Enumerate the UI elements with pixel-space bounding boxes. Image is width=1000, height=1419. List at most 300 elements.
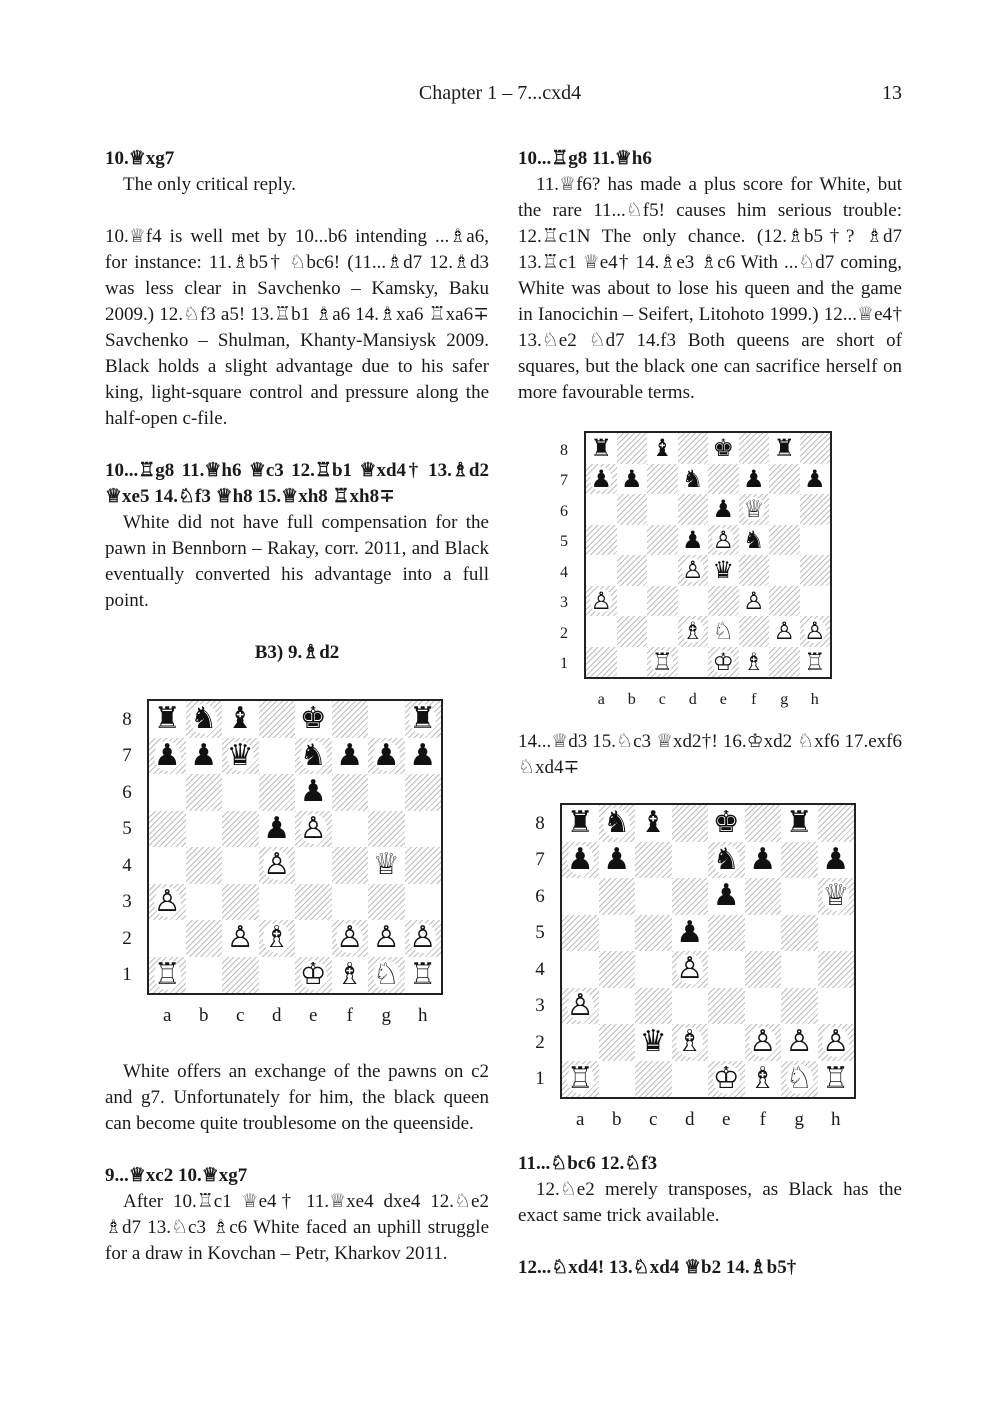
square-b7 (617, 464, 648, 495)
rank-label: 4 (535, 958, 545, 980)
chess-piece: ♚ (712, 805, 740, 841)
chess-diagram-2 (518, 419, 902, 729)
square-b6 (599, 878, 636, 915)
move-heading: 10.♕xg7 (105, 148, 175, 169)
square-h6 (405, 774, 442, 811)
square-c8 (222, 701, 259, 738)
chess-piece: ♖ (566, 1060, 594, 1096)
square-f7 (332, 738, 369, 775)
square-h4 (800, 555, 831, 586)
section-subheading: B3) 9.♗d2 (254, 642, 340, 663)
square-d2 (678, 616, 709, 647)
square-a1 (149, 957, 186, 994)
chess-piece: ♜ (566, 805, 594, 841)
right-column (518, 146, 902, 1281)
square-g8 (368, 701, 405, 738)
chess-piece: ♖ (409, 956, 437, 992)
square-a8 (586, 433, 617, 464)
square-c7 (222, 738, 259, 775)
chess-piece: ♚ (299, 701, 327, 737)
chess-piece: ♔ (299, 956, 327, 992)
rank-label: 2 (560, 624, 568, 642)
square-h4 (818, 951, 855, 988)
chess-piece: ♟ (190, 737, 218, 773)
move-heading: 9...♕xc2 10.♕xg7 (105, 1165, 248, 1186)
chess-piece: ♟ (712, 878, 740, 914)
square-b3 (617, 586, 648, 617)
square-h1 (800, 647, 831, 678)
square-f7 (745, 842, 782, 879)
square-f8 (745, 805, 782, 842)
square-b1 (599, 1061, 636, 1098)
square-e2 (708, 616, 739, 647)
chess-piece: ♙ (299, 810, 327, 846)
square-d6 (678, 494, 709, 525)
square-f8 (739, 433, 770, 464)
square-a6 (149, 774, 186, 811)
square-c2 (222, 920, 259, 957)
square-b5 (599, 915, 636, 952)
square-f6 (739, 494, 770, 525)
square-d8 (678, 433, 709, 464)
square-e4 (295, 847, 332, 884)
square-f1 (739, 647, 770, 678)
chess-piece: ♝ (639, 805, 667, 841)
paragraph: 14...♕d3 15.♘c3 ♕xd2†! 16.♔xd2 ♘xf6 17.exf6 ♘xd4∓ (518, 731, 902, 778)
square-g3 (781, 988, 818, 1025)
chess-piece: ♞ (712, 841, 740, 877)
square-g8 (769, 433, 800, 464)
chess-piece: ♙ (153, 883, 181, 919)
square-f5 (739, 525, 770, 556)
square-d8 (259, 701, 296, 738)
square-d3 (259, 884, 296, 921)
file-label: d (685, 1109, 695, 1130)
square-d1 (259, 957, 296, 994)
square-b4 (599, 951, 636, 988)
chess-piece: ♖ (651, 647, 673, 676)
rank-label: 1 (560, 655, 568, 673)
rank-label: 6 (122, 781, 132, 803)
square-g1 (769, 647, 800, 678)
chess-piece: ♟ (590, 464, 612, 493)
square-b1 (186, 957, 223, 994)
square-b8 (186, 701, 223, 738)
file-label: a (576, 1109, 585, 1130)
chess-piece: ♙ (336, 920, 364, 956)
chess-piece: ♕ (742, 495, 765, 524)
square-d6 (672, 878, 709, 915)
chess-board (584, 431, 832, 679)
square-f4 (332, 847, 369, 884)
square-e1 (708, 647, 739, 678)
paragraph: White did not have full compensation for the pawn in Bennborn – Rakay, corr. 2011, and Black eventually converted his advantage into a full point. (105, 512, 489, 611)
chess-piece: ♟ (742, 464, 765, 493)
square-e2 (708, 1024, 745, 1061)
square-a4 (562, 951, 599, 988)
square-c4 (635, 951, 672, 988)
rank-label: 7 (122, 745, 132, 767)
chess-piece: ♝ (651, 434, 673, 463)
chess-piece: ♟ (803, 464, 826, 493)
paragraph: The only critical reply. (123, 174, 296, 195)
square-h7 (405, 738, 442, 775)
square-e6 (708, 494, 739, 525)
square-a7 (149, 738, 186, 775)
square-e5 (708, 525, 739, 556)
file-label: e (719, 691, 727, 708)
square-a2 (586, 616, 617, 647)
chess-piece: ♖ (803, 647, 826, 676)
chess-piece: ♛ (712, 556, 734, 585)
square-g2 (769, 616, 800, 647)
square-h7 (818, 842, 855, 879)
chess-piece: ♛ (226, 737, 254, 773)
file-label: g (780, 691, 789, 708)
square-e1 (295, 957, 332, 994)
move-heading: 10...♖g8 11.♕h6 (518, 148, 652, 169)
square-g5 (368, 811, 405, 848)
chess-piece: ♗ (263, 920, 291, 956)
square-g7 (368, 738, 405, 775)
chess-piece: ♔ (712, 647, 734, 676)
square-e2 (295, 920, 332, 957)
file-label: a (597, 691, 605, 708)
rank-label: 3 (535, 995, 545, 1017)
file-label: g (794, 1109, 804, 1130)
rank-label: 5 (535, 922, 545, 944)
square-g6 (781, 878, 818, 915)
square-g2 (368, 920, 405, 957)
square-d7 (259, 738, 296, 775)
square-e8 (295, 701, 332, 738)
square-a3 (562, 988, 599, 1025)
chess-diagram-1 (105, 679, 489, 1059)
chess-piece: ♜ (153, 701, 181, 737)
square-f6 (332, 774, 369, 811)
square-b3 (599, 988, 636, 1025)
square-d2 (259, 920, 296, 957)
chess-piece: ♜ (590, 434, 612, 463)
square-d5 (678, 525, 709, 556)
chess-piece: ♟ (153, 737, 181, 773)
square-c2 (647, 616, 678, 647)
file-label: e (722, 1109, 731, 1130)
chess-piece: ♟ (822, 841, 850, 877)
rank-label: 6 (560, 502, 568, 520)
rank-label: 3 (122, 891, 132, 913)
chess-piece: ♘ (785, 1060, 813, 1096)
chess-piece: ♙ (590, 586, 612, 615)
square-f5 (332, 811, 369, 848)
chess-piece: ♙ (676, 951, 704, 987)
square-c4 (647, 555, 678, 586)
file-label: b (612, 1109, 622, 1130)
square-b2 (599, 1024, 636, 1061)
square-c8 (635, 805, 672, 842)
square-e8 (708, 805, 745, 842)
square-a1 (586, 647, 617, 678)
chess-piece: ♙ (803, 617, 826, 646)
chess-piece: ♙ (226, 920, 254, 956)
square-e3 (708, 988, 745, 1025)
rank-label: 3 (560, 594, 568, 612)
move-heading: 11...♘bc6 12.♘f3 (518, 1153, 658, 1174)
square-d4 (259, 847, 296, 884)
square-e4 (708, 555, 739, 586)
chess-piece: ♞ (603, 805, 631, 841)
square-g4 (368, 847, 405, 884)
chess-piece: ♞ (742, 525, 765, 554)
chess-piece: ♘ (372, 956, 400, 992)
file-label: a (163, 1005, 172, 1026)
square-a3 (149, 884, 186, 921)
rank-label: 6 (535, 885, 545, 907)
square-c1 (635, 1061, 672, 1098)
rank-label: 8 (535, 812, 545, 834)
square-b4 (617, 555, 648, 586)
file-label: f (759, 1109, 766, 1130)
square-g8 (781, 805, 818, 842)
chess-piece: ♛ (639, 1024, 667, 1060)
chess-piece: ♗ (676, 1024, 704, 1060)
square-g1 (368, 957, 405, 994)
square-g6 (769, 494, 800, 525)
square-c6 (635, 878, 672, 915)
chess-piece: ♟ (620, 464, 643, 493)
file-label: b (199, 1005, 209, 1026)
chess-piece: ♕ (372, 847, 400, 883)
square-a3 (586, 586, 617, 617)
chess-piece: ♘ (712, 617, 734, 646)
square-b2 (617, 616, 648, 647)
square-f1 (745, 1061, 782, 1098)
file-label: h (810, 691, 819, 708)
square-a4 (149, 847, 186, 884)
square-g3 (769, 586, 800, 617)
chess-piece: ♞ (681, 464, 704, 493)
square-c1 (222, 957, 259, 994)
chess-piece: ♙ (742, 586, 765, 615)
chess-piece: ♟ (603, 841, 631, 877)
file-label: e (309, 1005, 318, 1026)
square-b4 (186, 847, 223, 884)
chess-piece: ♟ (372, 737, 400, 773)
square-a5 (149, 811, 186, 848)
square-a6 (586, 494, 617, 525)
file-label: g (381, 1005, 391, 1026)
rank-label: 2 (535, 1031, 545, 1053)
chess-piece: ♕ (822, 878, 850, 914)
square-d3 (678, 586, 709, 617)
square-f4 (739, 555, 770, 586)
file-label: c (236, 1005, 245, 1026)
chess-piece: ♟ (749, 841, 777, 877)
paragraph: After 10.♖c1 ♕e4† 11.♕xe4 dxe4 12.♘e2 ♗d7 13.♘c3 ♗c6 White faced an uphill struggle for a draw in Kovchan – Petr, Kharkov 2011. (105, 1191, 489, 1264)
square-a8 (562, 805, 599, 842)
chess-piece: ♙ (822, 1024, 850, 1060)
square-b2 (186, 920, 223, 957)
chess-piece: ♟ (566, 841, 594, 877)
paragraph: White offers an exchange of the pawns on c2 and g7. Unfortunately for him, the black queen can become quite troublesome on the queenside. (105, 1061, 489, 1134)
chess-piece: ♟ (712, 495, 734, 524)
square-h3 (800, 586, 831, 617)
rank-label: 2 (122, 927, 132, 949)
square-e6 (708, 878, 745, 915)
file-label: f (751, 691, 757, 708)
square-h5 (800, 525, 831, 556)
square-d7 (678, 464, 709, 495)
chess-piece: ♗ (749, 1060, 777, 1096)
square-d6 (259, 774, 296, 811)
square-c8 (647, 433, 678, 464)
square-e3 (295, 884, 332, 921)
square-h1 (818, 1061, 855, 1098)
square-b8 (599, 805, 636, 842)
chess-piece: ♙ (773, 617, 795, 646)
square-b5 (617, 525, 648, 556)
square-b5 (186, 811, 223, 848)
file-label: b (627, 691, 636, 708)
square-a4 (586, 555, 617, 586)
square-f3 (332, 884, 369, 921)
chess-piece: ♟ (299, 774, 327, 810)
chess-piece: ♙ (749, 1024, 777, 1060)
square-d1 (672, 1061, 709, 1098)
square-e6 (295, 774, 332, 811)
square-h8 (800, 433, 831, 464)
running-header: Chapter 1 – 7...cxd4 (418, 82, 582, 104)
square-h7 (800, 464, 831, 495)
rank-label: 5 (122, 818, 132, 840)
square-b6 (617, 494, 648, 525)
square-e7 (708, 464, 739, 495)
paragraph: 10.♕f4 is well met by 10...b6 intending ...♗a6, for instance: 11.♗b5† ♘bc6! (11...♗d7 12.♗d3 was less clear in Savchenko – Kamsky, Baku 2009.) 12.♘f3 a5! 13.♖b1 ♗a6 14.♗xa6 ♖xa6∓ Savchenko – Shulman, Khanty-Mansiysk 2009. Black holds a slight advantage due to his safer king, light-square control and pressure along the half-open c-file. (105, 226, 489, 429)
file-label: d (272, 1005, 282, 1026)
square-e5 (295, 811, 332, 848)
square-h2 (800, 616, 831, 647)
rank-label: 5 (560, 533, 568, 551)
square-g5 (769, 525, 800, 556)
square-d4 (678, 555, 709, 586)
chess-piece: ♗ (742, 647, 765, 676)
chess-piece: ♝ (226, 701, 254, 737)
square-g1 (781, 1061, 818, 1098)
square-f4 (745, 951, 782, 988)
square-d5 (672, 915, 709, 952)
square-g3 (368, 884, 405, 921)
square-c5 (635, 915, 672, 952)
chess-piece: ♜ (773, 434, 795, 463)
page-number: 13 (882, 82, 902, 104)
chess-piece: ♙ (566, 987, 594, 1023)
chess-piece: ♜ (409, 701, 437, 737)
square-a5 (586, 525, 617, 556)
square-a6 (562, 878, 599, 915)
square-h5 (818, 915, 855, 952)
chess-piece: ♗ (681, 617, 704, 646)
square-b7 (186, 738, 223, 775)
chess-piece: ♔ (712, 1060, 740, 1096)
rank-label: 1 (122, 964, 132, 986)
chess-piece: ♟ (263, 810, 291, 846)
square-a1 (562, 1061, 599, 1098)
file-label: c (649, 1109, 658, 1130)
rank-label: 7 (560, 472, 568, 490)
square-a5 (562, 915, 599, 952)
chess-piece: ♙ (263, 847, 291, 883)
chess-piece: ♞ (299, 737, 327, 773)
square-e7 (708, 842, 745, 879)
square-c7 (647, 464, 678, 495)
left-column (105, 146, 489, 1267)
square-d2 (672, 1024, 709, 1061)
square-f2 (739, 616, 770, 647)
square-a7 (586, 464, 617, 495)
chess-board (147, 699, 443, 995)
chess-diagram-3 (518, 781, 902, 1151)
file-label: h (418, 1005, 428, 1026)
square-f6 (745, 878, 782, 915)
rank-label: 8 (560, 441, 568, 459)
square-d1 (678, 647, 709, 678)
square-c5 (647, 525, 678, 556)
chess-board (560, 803, 856, 1099)
chess-piece: ♙ (372, 920, 400, 956)
square-h6 (818, 878, 855, 915)
file-label: h (831, 1109, 841, 1130)
square-g4 (769, 555, 800, 586)
paragraph: 11.♕f6? has made a plus score for White, but the rare 11...♘f5! causes him serious trouble: 12.♖c1N The only chance. (12.♗b5†? ♗d7 13.♖c1 ♕e4† 14.♗e3 ♗c6 With ...♘d7 coming, White was about to lose his queen and the game in Ianocichin – Seifert, Litohoto 1999.) 12...♕e4† 13.♘e2 ♘d7 14.f3 Both queens are short of squares, but the black one can sacrifice herself on more favourable terms. (518, 174, 902, 403)
square-c3 (222, 884, 259, 921)
square-e4 (708, 951, 745, 988)
file-label: f (346, 1005, 353, 1026)
square-d7 (672, 842, 709, 879)
square-f2 (745, 1024, 782, 1061)
chess-piece: ♟ (681, 525, 704, 554)
chess-piece: ♙ (409, 920, 437, 956)
chess-piece: ♙ (785, 1024, 813, 1060)
chess-piece: ♟ (336, 737, 364, 773)
square-f2 (332, 920, 369, 957)
square-f5 (745, 915, 782, 952)
rank-label: 4 (122, 854, 132, 876)
chess-piece: ♞ (190, 701, 218, 737)
square-f7 (739, 464, 770, 495)
square-c3 (647, 586, 678, 617)
square-f3 (739, 586, 770, 617)
square-h3 (405, 884, 442, 921)
chess-piece: ♚ (712, 434, 734, 463)
square-h1 (405, 957, 442, 994)
square-e3 (708, 586, 739, 617)
square-c7 (635, 842, 672, 879)
chess-piece: ♖ (822, 1060, 850, 1096)
square-a2 (149, 920, 186, 957)
chess-piece: ♜ (785, 805, 813, 841)
file-label: d (688, 691, 697, 708)
square-g2 (781, 1024, 818, 1061)
move-heading: 10...♖g8 11.♕h6 ♕c3 12.♖b1 ♕xd4† 13.♗d2 ♕xe5 14.♘f3 ♕h8 15.♕xh8 ♖xh8∓ (105, 460, 489, 507)
square-h8 (405, 701, 442, 738)
rank-label: 1 (535, 1068, 545, 1090)
file-label: c (658, 691, 666, 708)
chess-piece: ♙ (712, 525, 734, 554)
chess-piece: ♟ (409, 737, 437, 773)
rank-label: 4 (560, 563, 568, 581)
square-g7 (781, 842, 818, 879)
square-h3 (818, 988, 855, 1025)
